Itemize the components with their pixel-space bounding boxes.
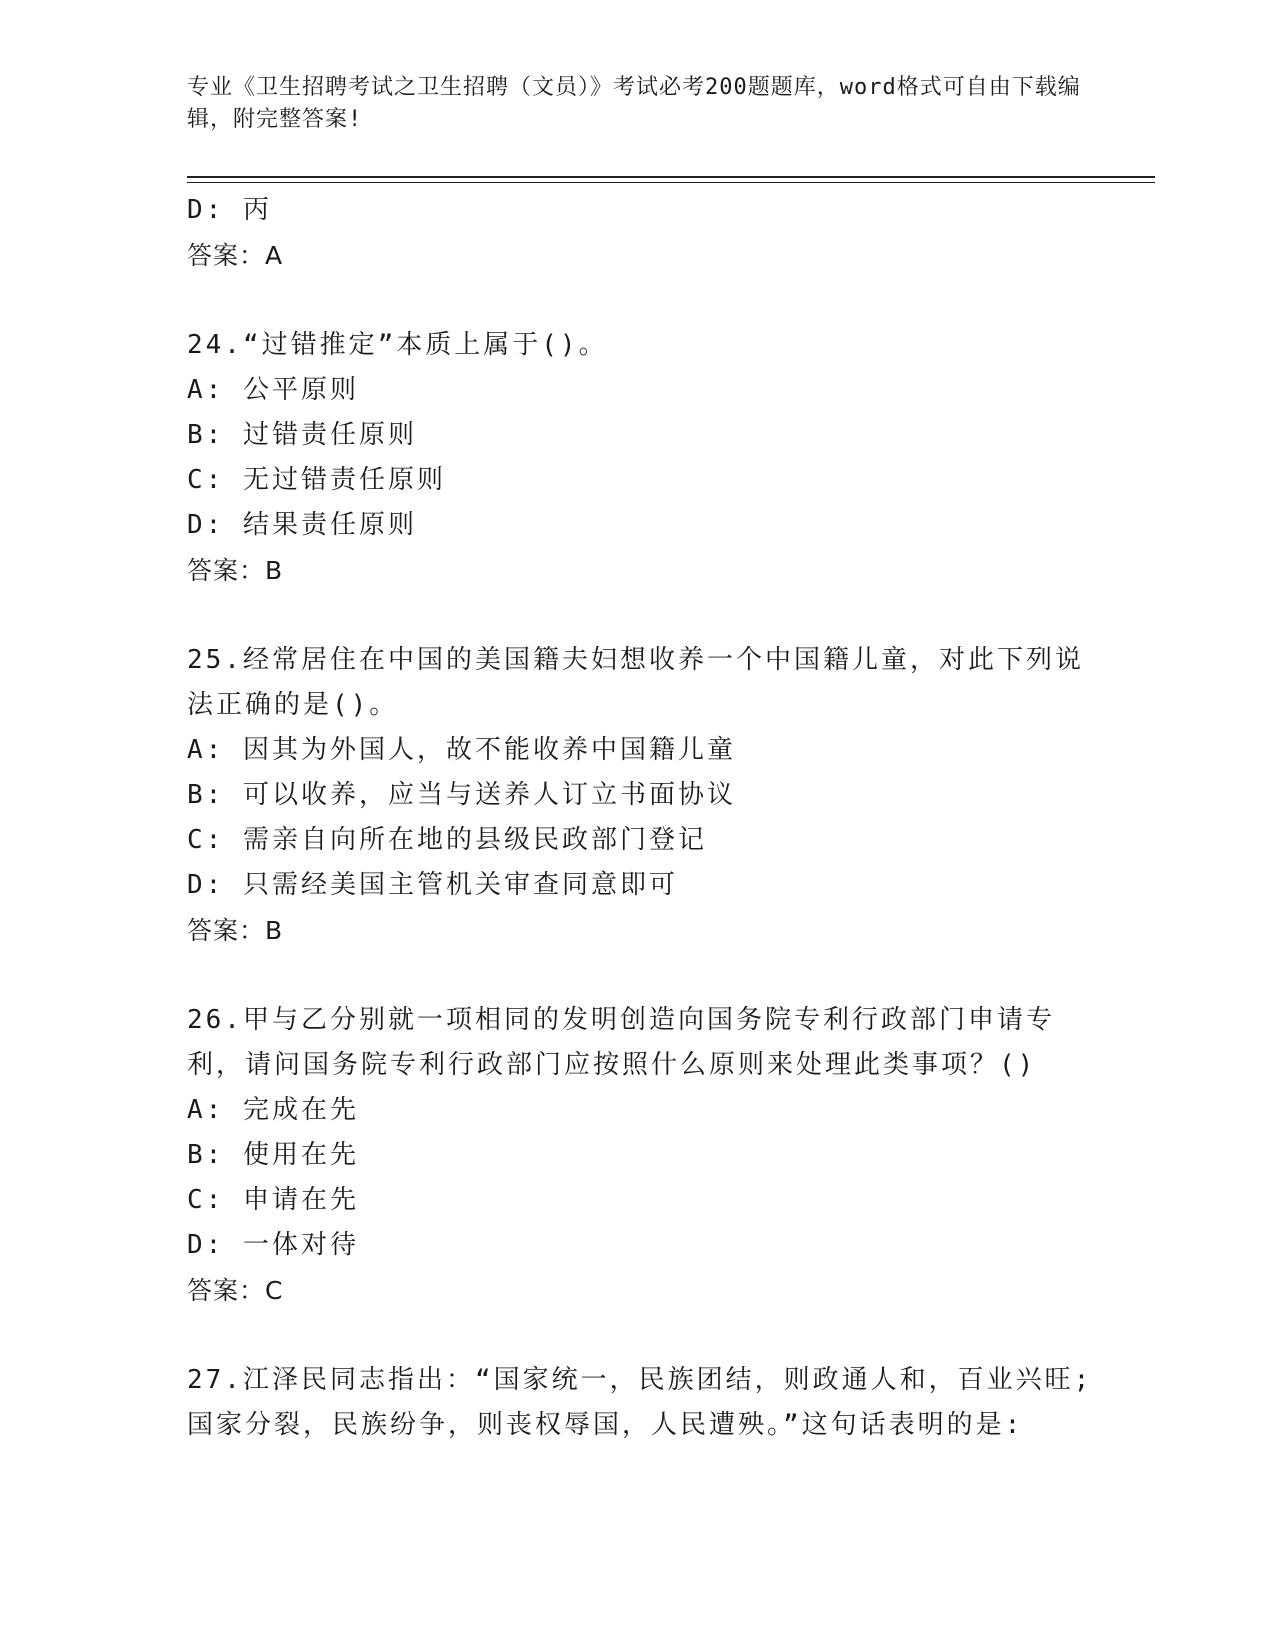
option-line: D: 丙 — [187, 195, 272, 225]
option-line: D: 一体对待 — [187, 1230, 359, 1260]
answer-line: 答案：B — [187, 916, 284, 945]
spacer — [187, 1313, 1097, 1358]
option-line: B: 过错责任原则 — [187, 420, 417, 450]
header-rule-thin — [187, 182, 1155, 183]
page-header: 专业《卫生招聘考试之卫生招聘（文员）》考试必考200题题库，word格式可自由下载编辑，附完整答案! — [187, 75, 1081, 132]
spacer — [187, 953, 1097, 998]
option-line: D: 只需经美国主管机关审查同意即可 — [187, 870, 678, 900]
question-title: 25.经常居住在中国的美国籍夫妇想收养一个中国籍儿童，对此下列说法正确的是()。 — [187, 645, 1084, 720]
question-title: 26.甲与乙分别就一项相同的发明创造向国务院专利行政部门申请专利，请问国务院专利行政部门应按照什么原则来处理此类事项？() — [187, 1005, 1055, 1080]
option-line: B: 使用在先 — [187, 1140, 359, 1170]
option-line: A: 公平原则 — [187, 375, 359, 405]
question-list — [187, 188, 1097, 1448]
option-line: C: 需亲自向所在地的县级民政部门登记 — [187, 825, 707, 855]
option-line: C: 申请在先 — [187, 1185, 359, 1215]
question-title: 27.江泽民同志指出：“国家统一，民族团结，则政通人和，百业兴旺;国家分裂，民族纷争，则丧权辱国，人民遭殃。”这句话表明的是: — [187, 1365, 1093, 1440]
spacer — [187, 593, 1097, 638]
option-line: A: 因其为外国人，故不能收养中国籍儿童 — [187, 735, 736, 765]
option-line: C: 无过错责任原则 — [187, 465, 446, 495]
option-line: A: 完成在先 — [187, 1095, 359, 1125]
option-line: D: 结果责任原则 — [187, 510, 417, 540]
answer-line: 答案：A — [187, 241, 284, 270]
answer-line: 答案：B — [187, 556, 284, 585]
question-title: 24.“过错推定”本质上属于()。 — [187, 330, 608, 360]
option-line: B: 可以收养，应当与送养人订立书面协议 — [187, 780, 736, 810]
spacer — [187, 278, 1097, 323]
header-rule-thick — [187, 176, 1155, 178]
answer-line: 答案：C — [187, 1276, 284, 1305]
